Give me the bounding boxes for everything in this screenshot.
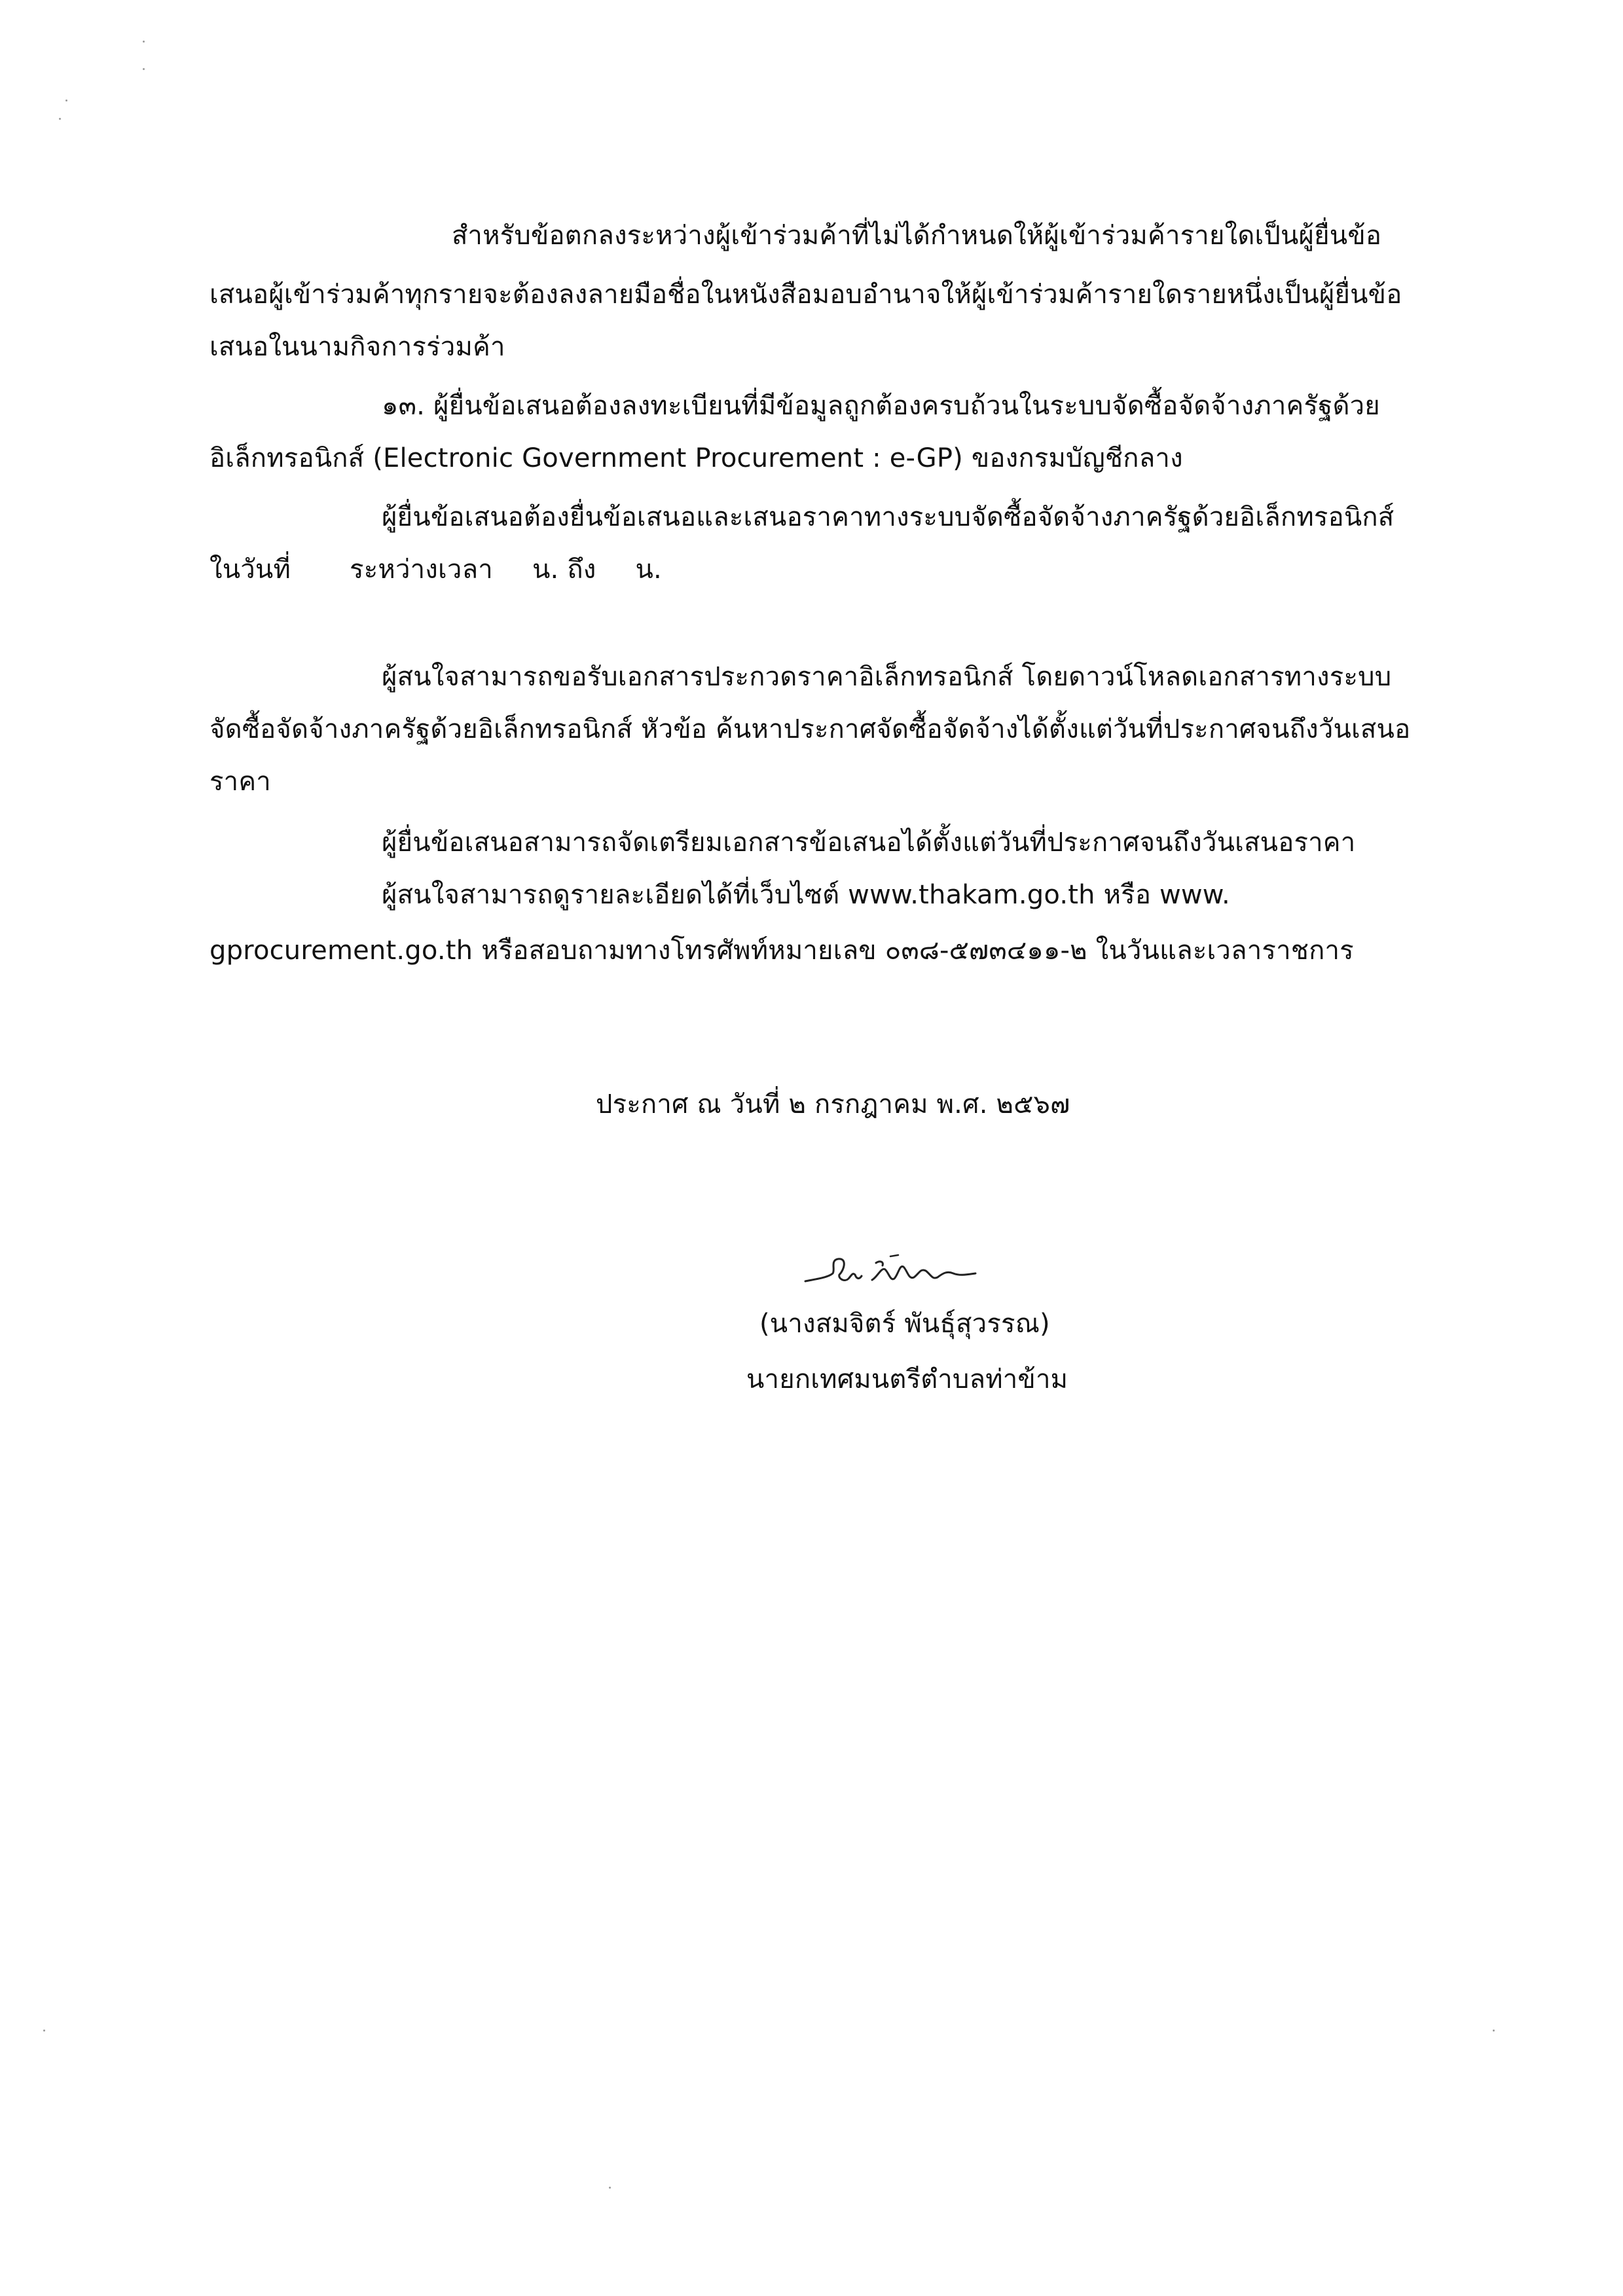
para2-line1: ๑๓. ผู้ยื่นข้อเสนอต้องลงทะเบียนที่มีข้อมูลถูกต้องครบถ้วนในระบบจัดซื้อจัดจ้างภาครัฐด้วย [382, 391, 1380, 421]
time-label: ระหว่างเวลา [350, 555, 493, 585]
para4-line1: ผู้สนใจสามารถขอรับเอกสารประกวดราคาอิเล็กทรอนิกส์ โดยดาวน์โหลดเอกสารทางระบบ [382, 662, 1392, 692]
date-label: ในวันที่ [210, 555, 291, 585]
para1-line3: เสนอในนามกิจการร่วมค้า [210, 332, 505, 362]
scan-speck [43, 2030, 45, 2032]
scan-speck [59, 118, 61, 120]
para1-line1: สำหรับข้อตกลงระหว่างผู้เข้าร่วมค้าที่ไม่ได้กำหนดให้ผู้เข้าร่วมค้ารายใดเป็นผู้ยื่นข้อ [452, 221, 1382, 251]
para2-line2: อิเล็กทรอนิกส์ (Electronic Government Procurement : e-GP) ของกรมบัญชีกลาง [210, 443, 1183, 473]
para3-line2 [210, 549, 662, 591]
para4-line3: ราคา [210, 767, 271, 797]
signer-title: นายกเทศมนตรีตำบลท่าข้าม [746, 1364, 1068, 1394]
para5-line1: ผู้ยื่นข้อเสนอสามารถจัดเตรียมเอกสารข้อเสนอได้ตั้งแต่วันที่ประกาศจนถึงวันเสนอราคา [382, 828, 1356, 858]
para6-line1: ผู้สนใจสามารถดูรายละเอียดได้ที่เว็บไซต์ www.thakam.go.th หรือ www. [382, 880, 1230, 910]
scan-speck [143, 68, 145, 70]
time-from-unit: น. ถึง [532, 555, 596, 585]
announce-date: ประกาศ ณ วันที่ ๒ กรกฎาคม พ.ศ. ๒๕๖๗ [596, 1089, 1070, 1120]
scan-speck [143, 41, 145, 43]
scan-speck [1493, 2030, 1495, 2032]
para4-line2: จัดซื้อจัดจ้างภาครัฐด้วยอิเล็กทรอนิกส์ หัวข้อ ค้นหาประกาศจัดซื้อจัดจ้างได้ตั้งแต่วันที่ประกาศจนถึงวันเสนอ [210, 714, 1411, 744]
signature-image [792, 1241, 989, 1300]
para3-line1: ผู้ยื่นข้อเสนอต้องยื่นข้อเสนอและเสนอราคาทางระบบจัดซื้อจัดจ้างภาครัฐด้วยอิเล็กทรอนิกส์ [382, 502, 1395, 532]
signer-name: (นางสมจิตร์ พันธุ์สุวรรณ) [759, 1309, 1050, 1339]
para1-line2: เสนอผู้เข้าร่วมค้าทุกรายจะต้องลงลายมือชื่อในหนังสือมอบอำนาจให้ผู้เข้าร่วมค้ารายใดรายหนึ่งเป็นผู้ยื่นข้อ [210, 280, 1402, 310]
time-to-unit: น. [635, 555, 662, 585]
scan-speck [65, 100, 67, 101]
para6-line2: gprocurement.go.th หรือสอบถามทางโทรศัพท์หมายเลข ๐๓๘-๕๗๓๔๑๑-๒ ในวันและเวลาราชการ [210, 936, 1354, 966]
scan-speck [609, 2187, 611, 2189]
